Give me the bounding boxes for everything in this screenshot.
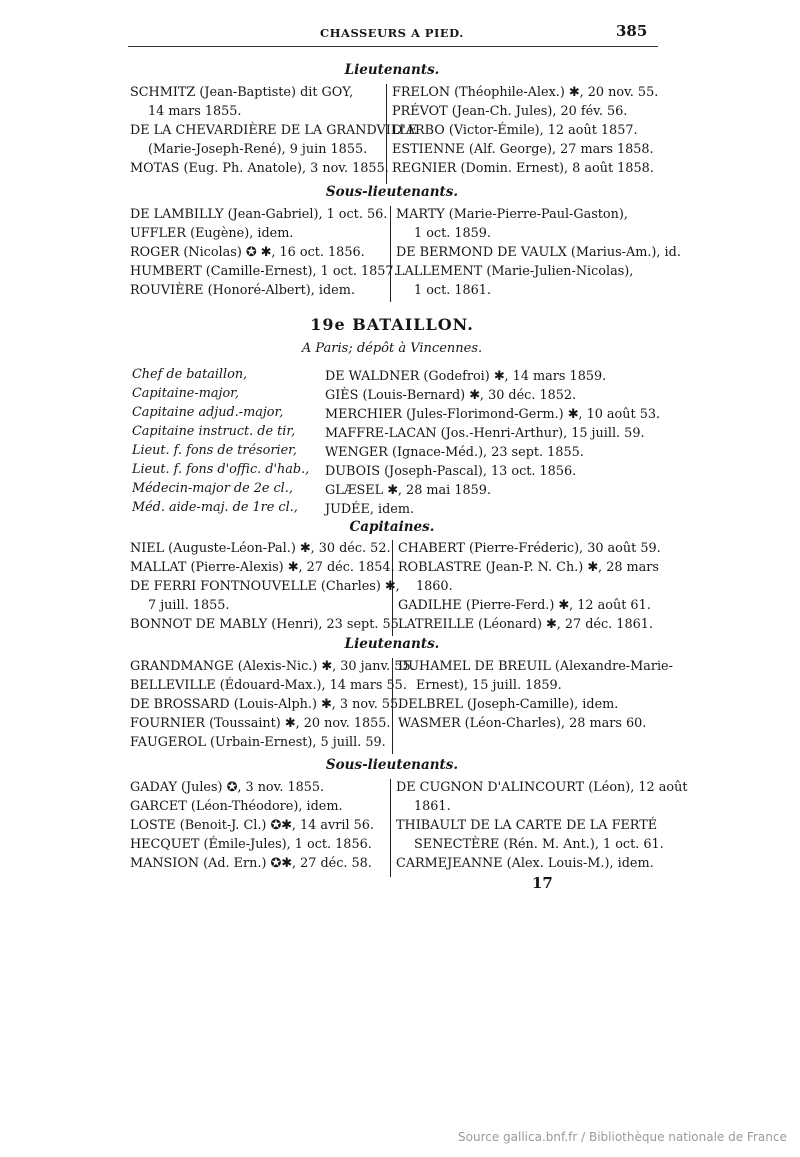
list-item: D'ARBO (Victor-Émile), 12 août 1857. [392, 123, 638, 138]
list-item: DELBREL (Joseph-Camille), idem. [398, 697, 619, 712]
list-item: FOURNIER (Toussaint) ✱, 20 nov. 1855. [130, 716, 391, 731]
staff-name: WENGER (Ignace-Méd.), 23 sept. 1855. [325, 445, 584, 460]
staff-role: Médecin-major de 2e cl., [132, 481, 293, 496]
list-item: GRANDMANGE (Alexis-Nic.) ✱, 30 janv. 55. [130, 659, 415, 674]
list-item: DE LAMBILLY (Jean-Gabriel), 1 oct. 56. [130, 207, 388, 222]
list-item: 1861. [414, 799, 451, 814]
list-item: 1860. [416, 579, 453, 594]
list-item: 7 juill. 1855. [148, 598, 230, 613]
list-item: UFFLER (Eugène), idem. [130, 226, 294, 241]
list-item: BONNOT DE MABLY (Henri), 23 sept. 55. [130, 617, 403, 632]
section-heading: Sous-lieutenants. [325, 184, 459, 200]
staff-name: DUBOIS (Joseph-Pascal), 13 oct. 1856. [325, 464, 577, 479]
section-heading: Lieutenants. [344, 636, 440, 652]
list-item: DUHAMEL DE BREUIL (Alexandre-Marie- [398, 659, 673, 674]
list-item: DE CUGNON D'ALINCOURT (Léon), 12 août [396, 780, 688, 795]
source-attribution: Source gallica.bnf.fr / Bibliothèque nationale de France [458, 1130, 787, 1144]
staff-name: DE WALDNER (Godefroi) ✱, 14 mars 1859. [325, 369, 607, 384]
column-divider [390, 779, 391, 877]
list-item: 1 oct. 1859. [414, 226, 491, 241]
list-item: ROGER (Nicolas) ✪ ✱, 16 oct. 1856. [130, 245, 365, 260]
section-heading: Lieutenants. [344, 62, 440, 78]
column-divider [390, 206, 391, 302]
list-item: LATREILLE (Léonard) ✱, 27 déc. 1861. [398, 617, 653, 632]
staff-role: Lieut. f. fons d'offic. d'hab., [132, 462, 310, 477]
list-item: PRÉVOT (Jean-Ch. Jules), 20 fév. 56. [392, 104, 628, 119]
list-item: MARTY (Marie-Pierre-Paul-Gaston), [396, 207, 628, 222]
staff-name: GLÆSEL ✱, 28 mai 1859. [325, 483, 491, 498]
staff-name: JUDÉE, idem. [325, 502, 415, 517]
list-item: DE BROSSARD (Louis-Alph.) ✱, 3 nov. 55. [130, 697, 403, 712]
staff-role: Chef de bataillon, [132, 367, 248, 382]
list-item: DE LA CHEVARDIÈRE DE LA GRANDVILLE [130, 123, 418, 138]
page-number: 385 [616, 22, 648, 40]
section-heading: Capitaines. [349, 519, 435, 535]
list-item: Ernest), 15 juill. 1859. [416, 678, 562, 693]
list-item: BELLEVILLE (Édouard-Max.), 14 mars 55. [130, 678, 407, 693]
list-item: (Marie-Joseph-René), 9 juin 1855. [148, 142, 368, 157]
list-item: NIEL (Auguste-Léon-Pal.) ✱, 30 déc. 52. [130, 541, 391, 556]
list-item: MOTAS (Eug. Ph. Anatole), 3 nov. 1855. [130, 161, 389, 176]
list-item: FRELON (Théophile-Alex.) ✱, 20 nov. 55. [392, 85, 659, 100]
staff-role: Capitaine adjud.-major, [132, 405, 284, 420]
section-heading: Sous-lieutenants. [325, 757, 459, 773]
list-item: DE BERMOND DE VAULX (Marius-Am.), id. [396, 245, 681, 260]
list-item: THIBAULT DE LA CARTE DE LA FERTÉ [396, 818, 658, 833]
battalion-subtitle: A Paris; dépôt à Vincennes. [301, 341, 483, 356]
list-item: REGNIER (Domin. Ernest), 8 août 1858. [392, 161, 654, 176]
staff-role: Méd. aide-maj. de 1re cl., [132, 500, 298, 515]
list-item: GADAY (Jules) ✪, 3 nov. 1855. [130, 780, 325, 795]
header-rule [128, 46, 658, 47]
list-item: FAUGEROL (Urbain-Ernest), 5 juill. 59. [130, 735, 386, 750]
list-item: MANSION (Ad. Ern.) ✪✱, 27 déc. 58. [130, 856, 372, 871]
list-item: SCHMITZ (Jean-Baptiste) dit GOY, [130, 85, 354, 100]
staff-role: Lieut. f. fons de trésorier, [132, 443, 297, 458]
staff-name: GIÈS (Louis-Bernard) ✱, 30 déc. 1852. [325, 388, 577, 403]
list-item: WASMER (Léon-Charles), 28 mars 60. [398, 716, 647, 731]
list-item: HECQUET (Émile-Jules), 1 oct. 1856. [130, 837, 372, 852]
list-item: MALLAT (Pierre-Alexis) ✱, 27 déc. 1854. [130, 560, 395, 575]
battalion-title: 19e BATAILLON. [310, 315, 474, 334]
running-head: CHASSEURS A PIED. [320, 26, 464, 40]
list-item: DE FERRI FONTNOUVELLE (Charles) ✱, [130, 579, 400, 594]
list-item: ROBLASTRE (Jean-P. N. Ch.) ✱, 28 mars [398, 560, 659, 575]
staff-name: MAFFRE-LACAN (Jos.-Henri-Arthur), 15 juill. 59. [325, 426, 645, 441]
list-item: ROUVIÈRE (Honoré-Albert), idem. [130, 283, 355, 298]
list-item: GADILHE (Pierre-Ferd.) ✱, 12 août 61. [398, 598, 651, 613]
list-item: LOSTE (Benoit-J. Cl.) ✪✱, 14 avril 56. [130, 818, 374, 833]
list-item: CARMEJEANNE (Alex. Louis-M.), idem. [396, 856, 654, 871]
signature-mark: 17 [532, 874, 553, 892]
staff-role: Capitaine-major, [132, 386, 239, 401]
list-item: CHABERT (Pierre-Fréderic), 30 août 59. [398, 541, 661, 556]
list-item: SENECTÈRE (Rén. M. Ant.), 1 oct. 61. [414, 837, 664, 852]
list-item: HUMBERT (Camille-Ernest), 1 oct. 1857. [130, 264, 398, 279]
list-item: ESTIENNE (Alf. George), 27 mars 1858. [392, 142, 654, 157]
list-item: 14 mars 1855. [148, 104, 242, 119]
list-item: GARCET (Léon-Théodore), idem. [130, 799, 343, 814]
staff-role: Capitaine instruct. de tir, [132, 424, 296, 439]
staff-name: MERCHIER (Jules-Florimond-Germ.) ✱, 10 août 53. [325, 407, 661, 422]
list-item: 1 oct. 1861. [414, 283, 491, 298]
list-item: LALLEMENT (Marie-Julien-Nicolas), [396, 264, 634, 279]
